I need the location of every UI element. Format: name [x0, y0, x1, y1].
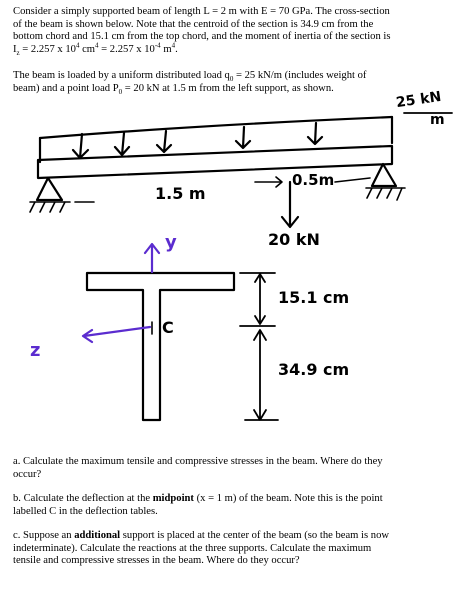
point-load-label: 20 kN [268, 230, 320, 249]
question-c-line-3: tensile and compressive stresses in the beam. Where do they occur? [13, 555, 300, 567]
dim-arrow-left [255, 177, 282, 187]
t-section [87, 273, 234, 420]
question-b-text-1: b. Calculate the deflection at the [13, 493, 153, 504]
question-b-line-1 [13, 493, 453, 506]
distributed-load-line [40, 117, 392, 138]
loading-line-2-a: beam) and a point load P [13, 82, 119, 94]
inertia-period: . [175, 44, 178, 56]
question-b [13, 493, 453, 518]
y-axis-arrow [145, 244, 159, 272]
loading-line-1-c: = 25 kN/m (includes weight of [233, 70, 367, 81]
beam-body [38, 146, 392, 178]
question-a-line-2: occur? [13, 468, 42, 480]
dist-load-label-top: 25 kN [395, 88, 443, 112]
intro-line-3: bottom chord and 15.1 cm from the top chord, and the moment of inertia of the section is [13, 31, 391, 43]
dim-bottom-line [245, 330, 278, 420]
intro-line-2: of the beam is shown below. Note that the centroid of the section is 34.9 cm from the [13, 18, 374, 30]
question-c-line-2: indeterminate). Calculate the reactions at the three supports. Calculate the maximum [13, 542, 372, 554]
loading-line-2-c: = 20 kN at 1.5 m from the left support, as shown. [122, 82, 334, 94]
question-b-text-2: (x = 1 m) of the beam. Note this is the point [193, 493, 383, 504]
inertia-symbol: I [13, 44, 17, 56]
question-c [13, 530, 453, 568]
point-load-subscript: 0 [118, 87, 123, 96]
question-c-text-2: support is placed at the center of the beam (so the beam is now [120, 530, 390, 541]
right-support-triangle [372, 164, 396, 186]
load-subscript: 0 [229, 75, 234, 84]
inertia-value-cm: = 2.257 x 10 [19, 44, 76, 56]
z-axis-arrow [83, 327, 150, 342]
inertia-exp-3: -4 [154, 41, 161, 50]
intro-line-1: Consider a simply supported beam of length L = 2 m with E = 70 GPa. The cross-section [13, 6, 390, 17]
dist-load-label-bottom: m [430, 112, 445, 128]
z-axis-label: z [30, 340, 41, 361]
inertia-exp-4: 4 [171, 41, 176, 50]
y-axis-label: y [165, 232, 177, 253]
inertia-subscript: z [16, 49, 20, 58]
question-c-text-1: c. Suppose an [13, 530, 75, 541]
left-support-triangle [37, 178, 62, 200]
question-c-line-1 [13, 530, 453, 543]
inertia-exp-2: 4 [95, 41, 99, 50]
dim-arrow-right [335, 178, 370, 182]
question-a [13, 456, 453, 481]
inertia-exp-1: 4 [75, 41, 80, 50]
top-dim-label: 15.1 cm [278, 288, 350, 307]
question-c-bold: additional [74, 530, 121, 541]
inertia-value-m: = 2.257 x 10 [98, 44, 155, 56]
dim-top-line [240, 273, 275, 326]
loading-line-1-a: The beam is loaded by a uniform distributed load q [13, 70, 230, 81]
left-support-ground [30, 202, 70, 212]
bottom-dim-label: 34.9 cm [278, 360, 350, 379]
question-b-line-2: labelled C in the deflection tables. [13, 505, 158, 517]
left-dim-label: 1.5 m [155, 184, 206, 203]
question-a-line-1: a. Calculate the maximum tensile and compressive stresses in the beam. Where do they [13, 456, 383, 467]
right-dim-label: 0.5m [292, 171, 335, 189]
question-b-bold: midpoint [152, 493, 194, 504]
centroid-label: C [162, 318, 174, 337]
right-support-ground [366, 188, 405, 200]
inertia-unit-cm: cm [79, 44, 96, 56]
inertia-unit-m: m [160, 44, 172, 56]
